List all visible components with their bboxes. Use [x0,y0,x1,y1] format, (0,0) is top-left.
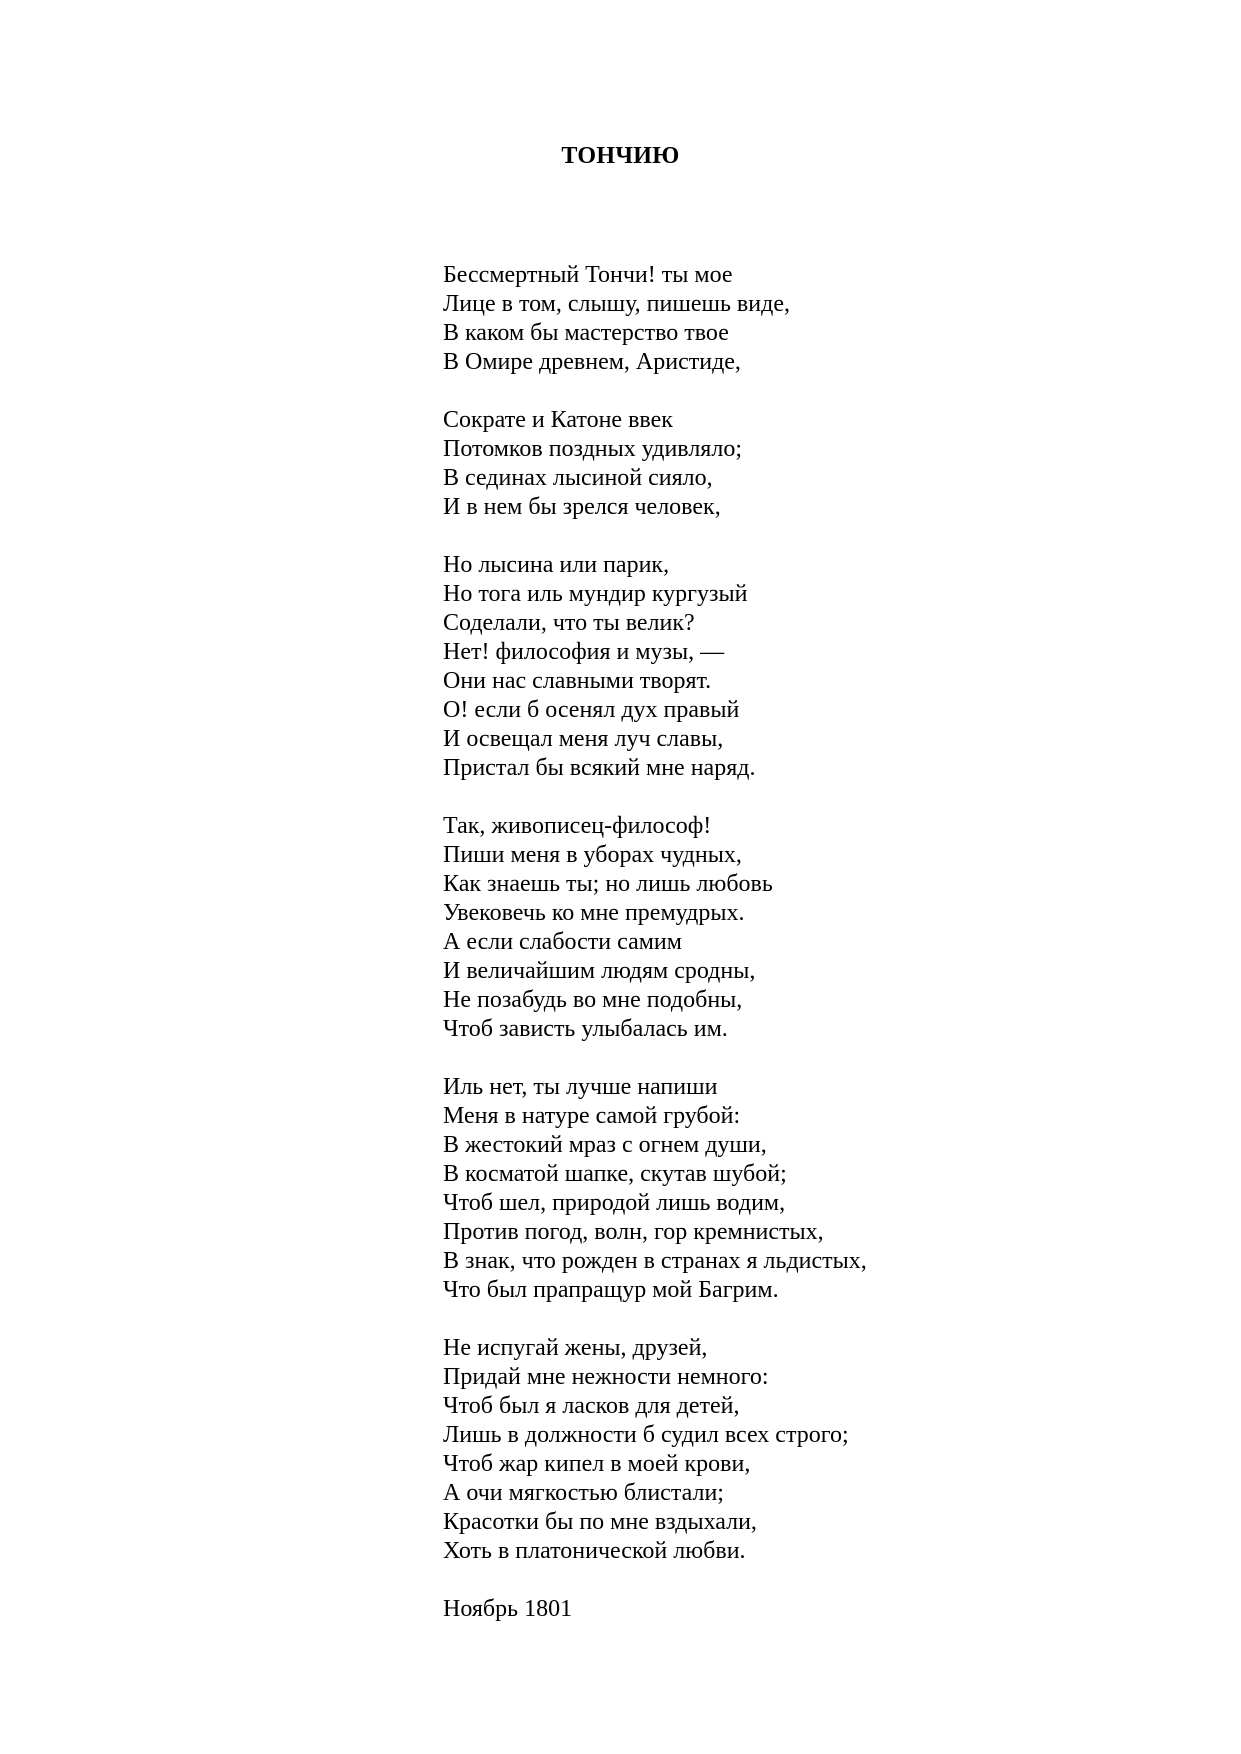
poem-line: Сократе и Катоне ввек [443,407,673,433]
poem-line: Не позабудь во мне подобны, [443,987,743,1013]
poem-line: Чтоб зависть улыбалась им. [443,1016,728,1042]
poem-line: О! если б осенял дух правый [443,697,740,723]
stanza-2 [443,406,1163,522]
poem-line: Соделали, что ты велик? [443,610,695,636]
poem-line: В Омире древнем, Аристиде, [443,349,741,375]
poem-line: И освещал меня луч славы, [443,726,724,752]
poem-line: И в нем бы зрелся человек, [443,494,721,520]
poem-body [443,261,1163,1624]
poem-line: Против погод, волн, гор кремнистых, [443,1219,824,1245]
poem-line: Чтоб жар кипел в моей крови, [443,1451,751,1477]
stanza-5 [443,1073,1163,1305]
poem-title: ТОНЧИЮ [561,143,680,169]
poem-line: Они нас славными творят. [443,668,712,694]
poem-line: В каком бы мастерство твое [443,320,729,346]
poem-line: Иль нет, ты лучше напиши [443,1074,718,1100]
stanza-3 [443,551,1163,783]
poem-line: Нет! философия и музы, — [443,639,725,665]
poem-line: Придай мне нежности немного: [443,1364,769,1390]
poem-line: Меня в натуре самой грубой: [443,1103,741,1129]
poem-line: В сединах лысиной сияло, [443,465,713,491]
poem-line: Что был прапращур мой Багрим. [443,1277,779,1303]
poem-line: Чтоб был я ласков для детей, [443,1393,740,1419]
poem-line: Хоть в платонической любви. [443,1538,746,1564]
poem-line: Как знаешь ты; но лишь любовь [443,871,773,897]
poem-line: Лице в том, слышу, пишешь виде, [443,291,790,317]
poem-line: Пристал бы всякий мне наряд. [443,755,756,781]
poem-line: Увековечь ко мне премудрых. [443,900,745,926]
poem-line: В знак, что рожден в странах я льдистых, [443,1248,867,1274]
poem-line: Красотки бы по мне вздыхали, [443,1509,757,1535]
poem-line: Так, живописец-философ! [443,813,712,839]
poem-line: В жестокий мраз с огнем души, [443,1132,767,1158]
poem-line: В косматой шапке, скутав шубой; [443,1161,787,1187]
poem-line: Пиши меня в уборах чудных, [443,842,742,868]
poem-line: Чтоб шел, природой лишь водим, [443,1190,786,1216]
poem-line: Лишь в должности б судил всех строго; [443,1422,849,1448]
poem-line: И величайшим людям сродны, [443,958,756,984]
poem-line: Но лысина или парик, [443,552,670,578]
poem-line: Потомков поздных удивляло; [443,436,742,462]
poem-line: А если слабости самим [443,929,682,955]
poem-line: Не испугай жены, друзей, [443,1335,708,1361]
stanza-6 [443,1334,1163,1566]
stanza-1 [443,261,1163,377]
poem-line: Но тога иль мундир кургузый [443,581,748,607]
poem-line: Бессмертный Тончи! ты мое [443,262,733,288]
poem-date: Ноябрь 1801 [443,1596,573,1622]
stanza-4 [443,812,1163,1044]
poem-line: А очи мягкостью блистали; [443,1480,724,1506]
